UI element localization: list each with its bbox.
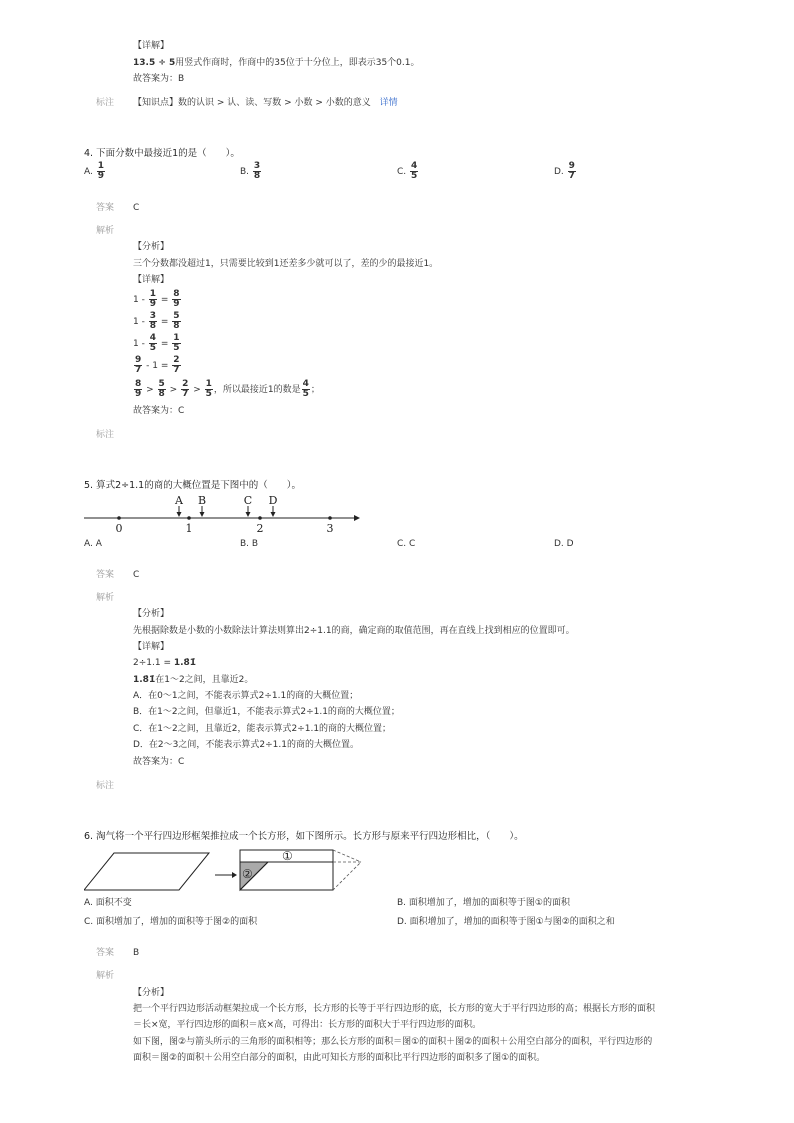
option-d[interactable]: D. D bbox=[554, 539, 574, 549]
numerator: 3 bbox=[149, 311, 156, 321]
parallelogram-shape bbox=[84, 853, 209, 890]
range-text: 在1～2之间，且靠近2。 bbox=[155, 675, 254, 685]
arrow-down-icon bbox=[271, 512, 276, 517]
answer-label: 答案 bbox=[96, 570, 115, 580]
numerator: 4 bbox=[411, 161, 418, 171]
text-segment: > bbox=[143, 385, 157, 395]
numerator: 3 bbox=[253, 161, 261, 171]
analysis-label: 解析 bbox=[96, 226, 115, 236]
fraction bbox=[253, 162, 261, 181]
fraction bbox=[97, 162, 105, 181]
marker-label: C bbox=[243, 494, 253, 507]
range-value: 1.8̇1̇ bbox=[133, 675, 156, 685]
denominator: 7 bbox=[568, 171, 575, 181]
region-1-label: ① bbox=[282, 849, 293, 863]
question-6-stem: 6. 淘气将一个平行四边形框架推拉成一个长方形，如下图所示。长方形与原来平行四边形相比，（ ）。 bbox=[84, 831, 524, 842]
analysis-label: 解析 bbox=[96, 593, 115, 603]
numerator: 1 bbox=[97, 161, 104, 171]
option-c[interactable]: C. C bbox=[397, 539, 416, 549]
answer-line: 故答案为：C bbox=[133, 406, 185, 416]
fraction bbox=[172, 312, 180, 331]
arrow-down-icon bbox=[177, 512, 182, 517]
numerator: 1 bbox=[205, 379, 212, 389]
detail-heading: 【详解】 bbox=[133, 642, 170, 652]
marker-label: D bbox=[268, 494, 278, 507]
denominator: 5 bbox=[302, 389, 309, 399]
fraction bbox=[149, 334, 157, 353]
detail-heading: 【详解】 bbox=[133, 275, 170, 285]
answer-value: C bbox=[133, 570, 140, 580]
analysis-heading: 【分析】 bbox=[133, 988, 170, 998]
option-d[interactable] bbox=[554, 162, 577, 181]
option-a[interactable]: A. A bbox=[84, 539, 102, 549]
detail-text: 用竖式作商时，作商中的35位于十分位上，即表示35个0.1。 bbox=[175, 58, 420, 68]
text-segment: > bbox=[190, 385, 204, 395]
option-text: 面积不变 bbox=[95, 898, 132, 908]
option-a[interactable] bbox=[84, 162, 106, 181]
denominator: 8 bbox=[173, 321, 180, 331]
numerator: 5 bbox=[173, 311, 180, 321]
option-letter: B. bbox=[240, 167, 252, 177]
answer-line: 故答案为：B bbox=[133, 74, 185, 84]
fraction bbox=[134, 380, 142, 399]
denominator: 9 bbox=[135, 389, 142, 399]
numerator: 1 bbox=[149, 289, 156, 299]
denominator: 9 bbox=[149, 299, 156, 309]
denominator: 9 bbox=[97, 171, 104, 181]
denominator: 7 bbox=[173, 365, 180, 375]
fraction bbox=[134, 356, 142, 375]
fraction bbox=[172, 356, 180, 375]
fraction bbox=[568, 162, 576, 181]
option-explanation-d: D．在2～3之间，不能表示算式2÷1.1的商的大概位置。 bbox=[133, 740, 359, 750]
question-4-stem: 4. 下面分数中最接近1的是（ ）。 bbox=[84, 148, 240, 159]
option-c[interactable] bbox=[84, 916, 257, 929]
denominator: 7 bbox=[182, 389, 189, 399]
option-a[interactable] bbox=[84, 897, 132, 910]
text-segment: = bbox=[157, 295, 172, 305]
tick-label: 2 bbox=[256, 522, 264, 535]
knowledge-path: 【知识点】数的认识 > 认、读、写数 > 小数 > 小数的意义 bbox=[133, 98, 371, 108]
calc-expression: 2÷1.1 = bbox=[133, 658, 171, 668]
fraction bbox=[158, 380, 166, 399]
arrow-down-icon bbox=[246, 512, 251, 517]
option-d[interactable] bbox=[397, 916, 615, 929]
analysis-heading: 【分析】 bbox=[133, 242, 170, 252]
denominator: 5 bbox=[173, 343, 180, 353]
answer-value: C bbox=[133, 203, 140, 213]
detail-line bbox=[133, 57, 420, 70]
calc-result: 1.8̇1̇ bbox=[173, 658, 197, 668]
answer-line: 故答案为：C bbox=[133, 757, 185, 767]
numerator: 9 bbox=[135, 355, 142, 365]
analysis-text: 先根据除数是小数的小数除法计算法则算出2÷1.1的商，确定商的取值范围，再在直线上找到相应的位置即可。 bbox=[133, 626, 575, 636]
analysis-text: 三个分数都没超过1，只需要比较到1还差多少就可以了，差的少的最接近1。 bbox=[133, 259, 439, 269]
option-text: 面积增加了，增加的面积等于图②的面积 bbox=[96, 917, 258, 927]
parallelogram-figure bbox=[84, 845, 414, 895]
option-b[interactable] bbox=[240, 162, 262, 181]
fraction bbox=[302, 380, 310, 399]
denominator: 8 bbox=[158, 389, 165, 399]
analysis-line: ＝长×宽，平行四边形的面积＝底×高，可得出：长方形的面积大于平行四边形的面积。 bbox=[133, 1020, 482, 1030]
marker-label: A bbox=[175, 494, 183, 507]
fraction bbox=[410, 162, 418, 181]
compare-end: ； bbox=[310, 385, 320, 395]
calc-prefix: 1 - bbox=[133, 295, 148, 305]
denominator: 5 bbox=[411, 171, 418, 181]
knowledge-point bbox=[133, 97, 398, 110]
detail-math: 13.5 ÷ 5 bbox=[133, 58, 176, 68]
option-letter: C. bbox=[397, 167, 410, 177]
denominator: 5 bbox=[149, 343, 156, 353]
text-segment: - 1 = bbox=[143, 361, 172, 371]
tick-label: 0 bbox=[115, 522, 123, 535]
numerator: 8 bbox=[173, 289, 180, 299]
fraction bbox=[149, 312, 157, 331]
compare-line bbox=[133, 380, 320, 399]
fraction bbox=[181, 380, 189, 399]
analysis-label: 解析 bbox=[96, 971, 115, 981]
option-text: 面积增加了，增加的面积等于图①与图②的面积之和 bbox=[409, 917, 615, 927]
option-text: 面积增加了，增加的面积等于图①的面积 bbox=[408, 898, 570, 908]
option-letter: B. bbox=[397, 898, 407, 908]
numerator: 9 bbox=[568, 161, 575, 171]
arrow-icon bbox=[232, 872, 237, 878]
compare-text: ，所以最接近1的数是 bbox=[213, 385, 301, 395]
analysis-line: 如下图，图②与箭头所示的三角形的面积相等；那么长方形的面积＝图①的面积＋图②的面积＋公用空白部分的面积，平行四边形的 bbox=[133, 1037, 653, 1047]
option-c[interactable] bbox=[397, 162, 419, 181]
option-b[interactable]: B. B bbox=[240, 539, 259, 549]
denominator: 7 bbox=[135, 365, 142, 375]
text-segment: = bbox=[157, 317, 172, 327]
range-line bbox=[133, 674, 253, 687]
calc-line bbox=[133, 334, 182, 353]
option-letter: A. bbox=[84, 167, 96, 177]
detail-link[interactable]: 详情 bbox=[379, 98, 398, 108]
calc-prefix: 1 - bbox=[133, 317, 148, 327]
tick-label: 3 bbox=[326, 522, 334, 535]
question-5-stem: 5. 算式2÷1.1的商的大概位置是下图中的（ ）。 bbox=[84, 480, 301, 491]
number-line-figure bbox=[84, 493, 364, 537]
numerator: 5 bbox=[158, 379, 165, 389]
arrow-down-icon bbox=[200, 512, 205, 517]
option-letter: D. bbox=[397, 917, 407, 927]
fraction bbox=[149, 290, 157, 309]
numerator: 8 bbox=[135, 379, 142, 389]
calc-line bbox=[133, 657, 196, 670]
detail-heading: 【详解】 bbox=[133, 41, 170, 51]
text-segment: = bbox=[157, 339, 172, 349]
analysis-heading: 【分析】 bbox=[133, 609, 170, 619]
numerator: 1 bbox=[173, 333, 180, 343]
denominator: 8 bbox=[253, 171, 261, 181]
fraction bbox=[205, 380, 213, 399]
answer-value: B bbox=[133, 948, 140, 958]
option-b[interactable] bbox=[397, 897, 570, 910]
calc-prefix: 1 - bbox=[133, 339, 148, 349]
tick-label: 1 bbox=[185, 522, 193, 535]
option-explanation-a: A．在0～1之间，不能表示算式2÷1.1的商的大概位置； bbox=[133, 691, 359, 701]
note-label: 标注 bbox=[96, 430, 115, 440]
tick-mark bbox=[187, 516, 191, 520]
tick-mark bbox=[258, 516, 262, 520]
option-letter: D. bbox=[554, 167, 567, 177]
option-explanation-c: C．在1～2之间，且靠近2，能表示算式2÷1.1的商的大概位置； bbox=[133, 724, 392, 734]
fraction bbox=[172, 334, 180, 353]
fraction bbox=[172, 290, 180, 309]
calc-line bbox=[133, 312, 182, 331]
numerator: 2 bbox=[173, 355, 180, 365]
answer-label: 答案 bbox=[96, 203, 115, 213]
calc-line bbox=[133, 356, 182, 375]
marker-label: B bbox=[197, 494, 207, 507]
option-letter: C. bbox=[84, 917, 94, 927]
numerator: 2 bbox=[182, 379, 189, 389]
note-label: 标注 bbox=[96, 98, 115, 108]
denominator: 9 bbox=[173, 299, 180, 309]
option-letter: A. bbox=[84, 898, 93, 908]
numerator: 4 bbox=[302, 379, 309, 389]
tick-mark bbox=[117, 516, 121, 520]
numerator: 4 bbox=[149, 333, 156, 343]
analysis-line: 把一个平行四边形活动框架拉成一个长方形，长方形的长等于平行四边形的底，长方形的宽大于平行四边形的高；根据长方形的面积 bbox=[133, 1004, 656, 1014]
tick-mark bbox=[328, 516, 332, 520]
calc-line bbox=[133, 290, 182, 309]
denominator: 5 bbox=[205, 389, 212, 399]
denominator: 8 bbox=[149, 321, 156, 331]
note-label: 标注 bbox=[96, 781, 115, 791]
analysis-line: 面积＝图②的面积＋公用空白部分的面积，由此可知长方形的面积比平行四边形的面积多了图①的面积。 bbox=[133, 1053, 546, 1063]
answer-label: 答案 bbox=[96, 948, 115, 958]
text-segment: > bbox=[166, 385, 181, 395]
region-2-label: ② bbox=[242, 867, 253, 881]
option-explanation-b: B．在1～2之间，但靠近1，不能表示算式2÷1.1的商的大概位置； bbox=[133, 707, 400, 717]
